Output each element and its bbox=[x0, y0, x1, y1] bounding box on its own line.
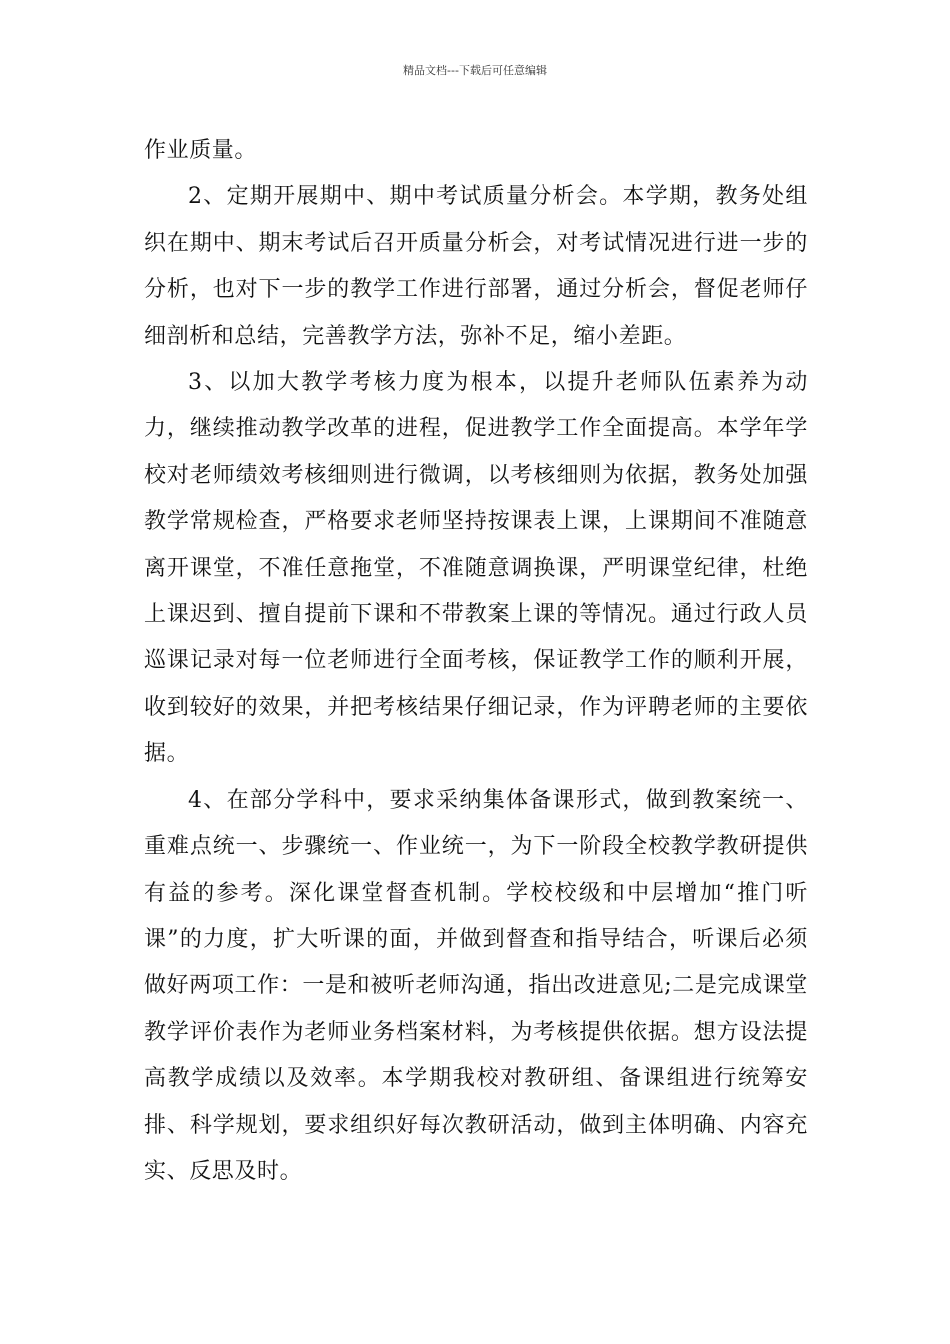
body-text bbox=[144, 128, 808, 1195]
paragraph-2: 2、定期开展期中、期中考试质量分析会。本学期，教务处组织在期中、期末考试后召开质量分析会，对考试情况进行进一步的分析，也对下一步的教学工作进行部署，通过分析会，督促老师仔细剖析和总结，完善教学方法，弥补不足，缩小差距。 bbox=[144, 184, 808, 349]
paragraph-4: 4、在部分学科中，要求采纳集体备课形式，做到教案统一、重难点统一、步骤统一、作业统一，为下一阶段全校教学教研提供有益的参考。深化课堂督查机制。学校校级和中层增加“推门听课”的力度，扩大听课的面，并做到督查和指导结合，听课后必须做好两项工作：一是和被听老师沟通，指出改进意见;二是完成课堂教学评价表作为老师业务档案材料，为考核提供依据。想方设法提高教学成绩以及效率。本学期我校对教研组、备课组进行统筹安排、科学规划，要求组织好每次教研活动，做到主体明确、内容充实、反思及时。 bbox=[144, 787, 808, 1184]
paragraph-3: 3、以加大教学考核力度为根本，以提升老师队伍素养为动力，继续推动教学改革的进程，促进教学工作全面提高。本学年学校对老师绩效考核细则进行微调，以考核细则为依据，教务处加强教学常规检查，严格要求老师坚持按课表上课，上课期间不准随意离开课堂，不准任意拖堂，不准随意调换课，严明课堂纪律，杜绝上课迟到、擅自提前下课和不带教案上课的等情况。通过行政人员巡课记录对每一位老师进行全面考核，保证教学工作的顺利开展，收到较好的效果，并把考核结果仔细记录，作为评聘老师的主要依据。 bbox=[144, 370, 808, 767]
paragraph-1: 作业质量。 bbox=[144, 138, 258, 163]
page-header: 精品文档---下载后可任意编辑 bbox=[403, 64, 547, 77]
